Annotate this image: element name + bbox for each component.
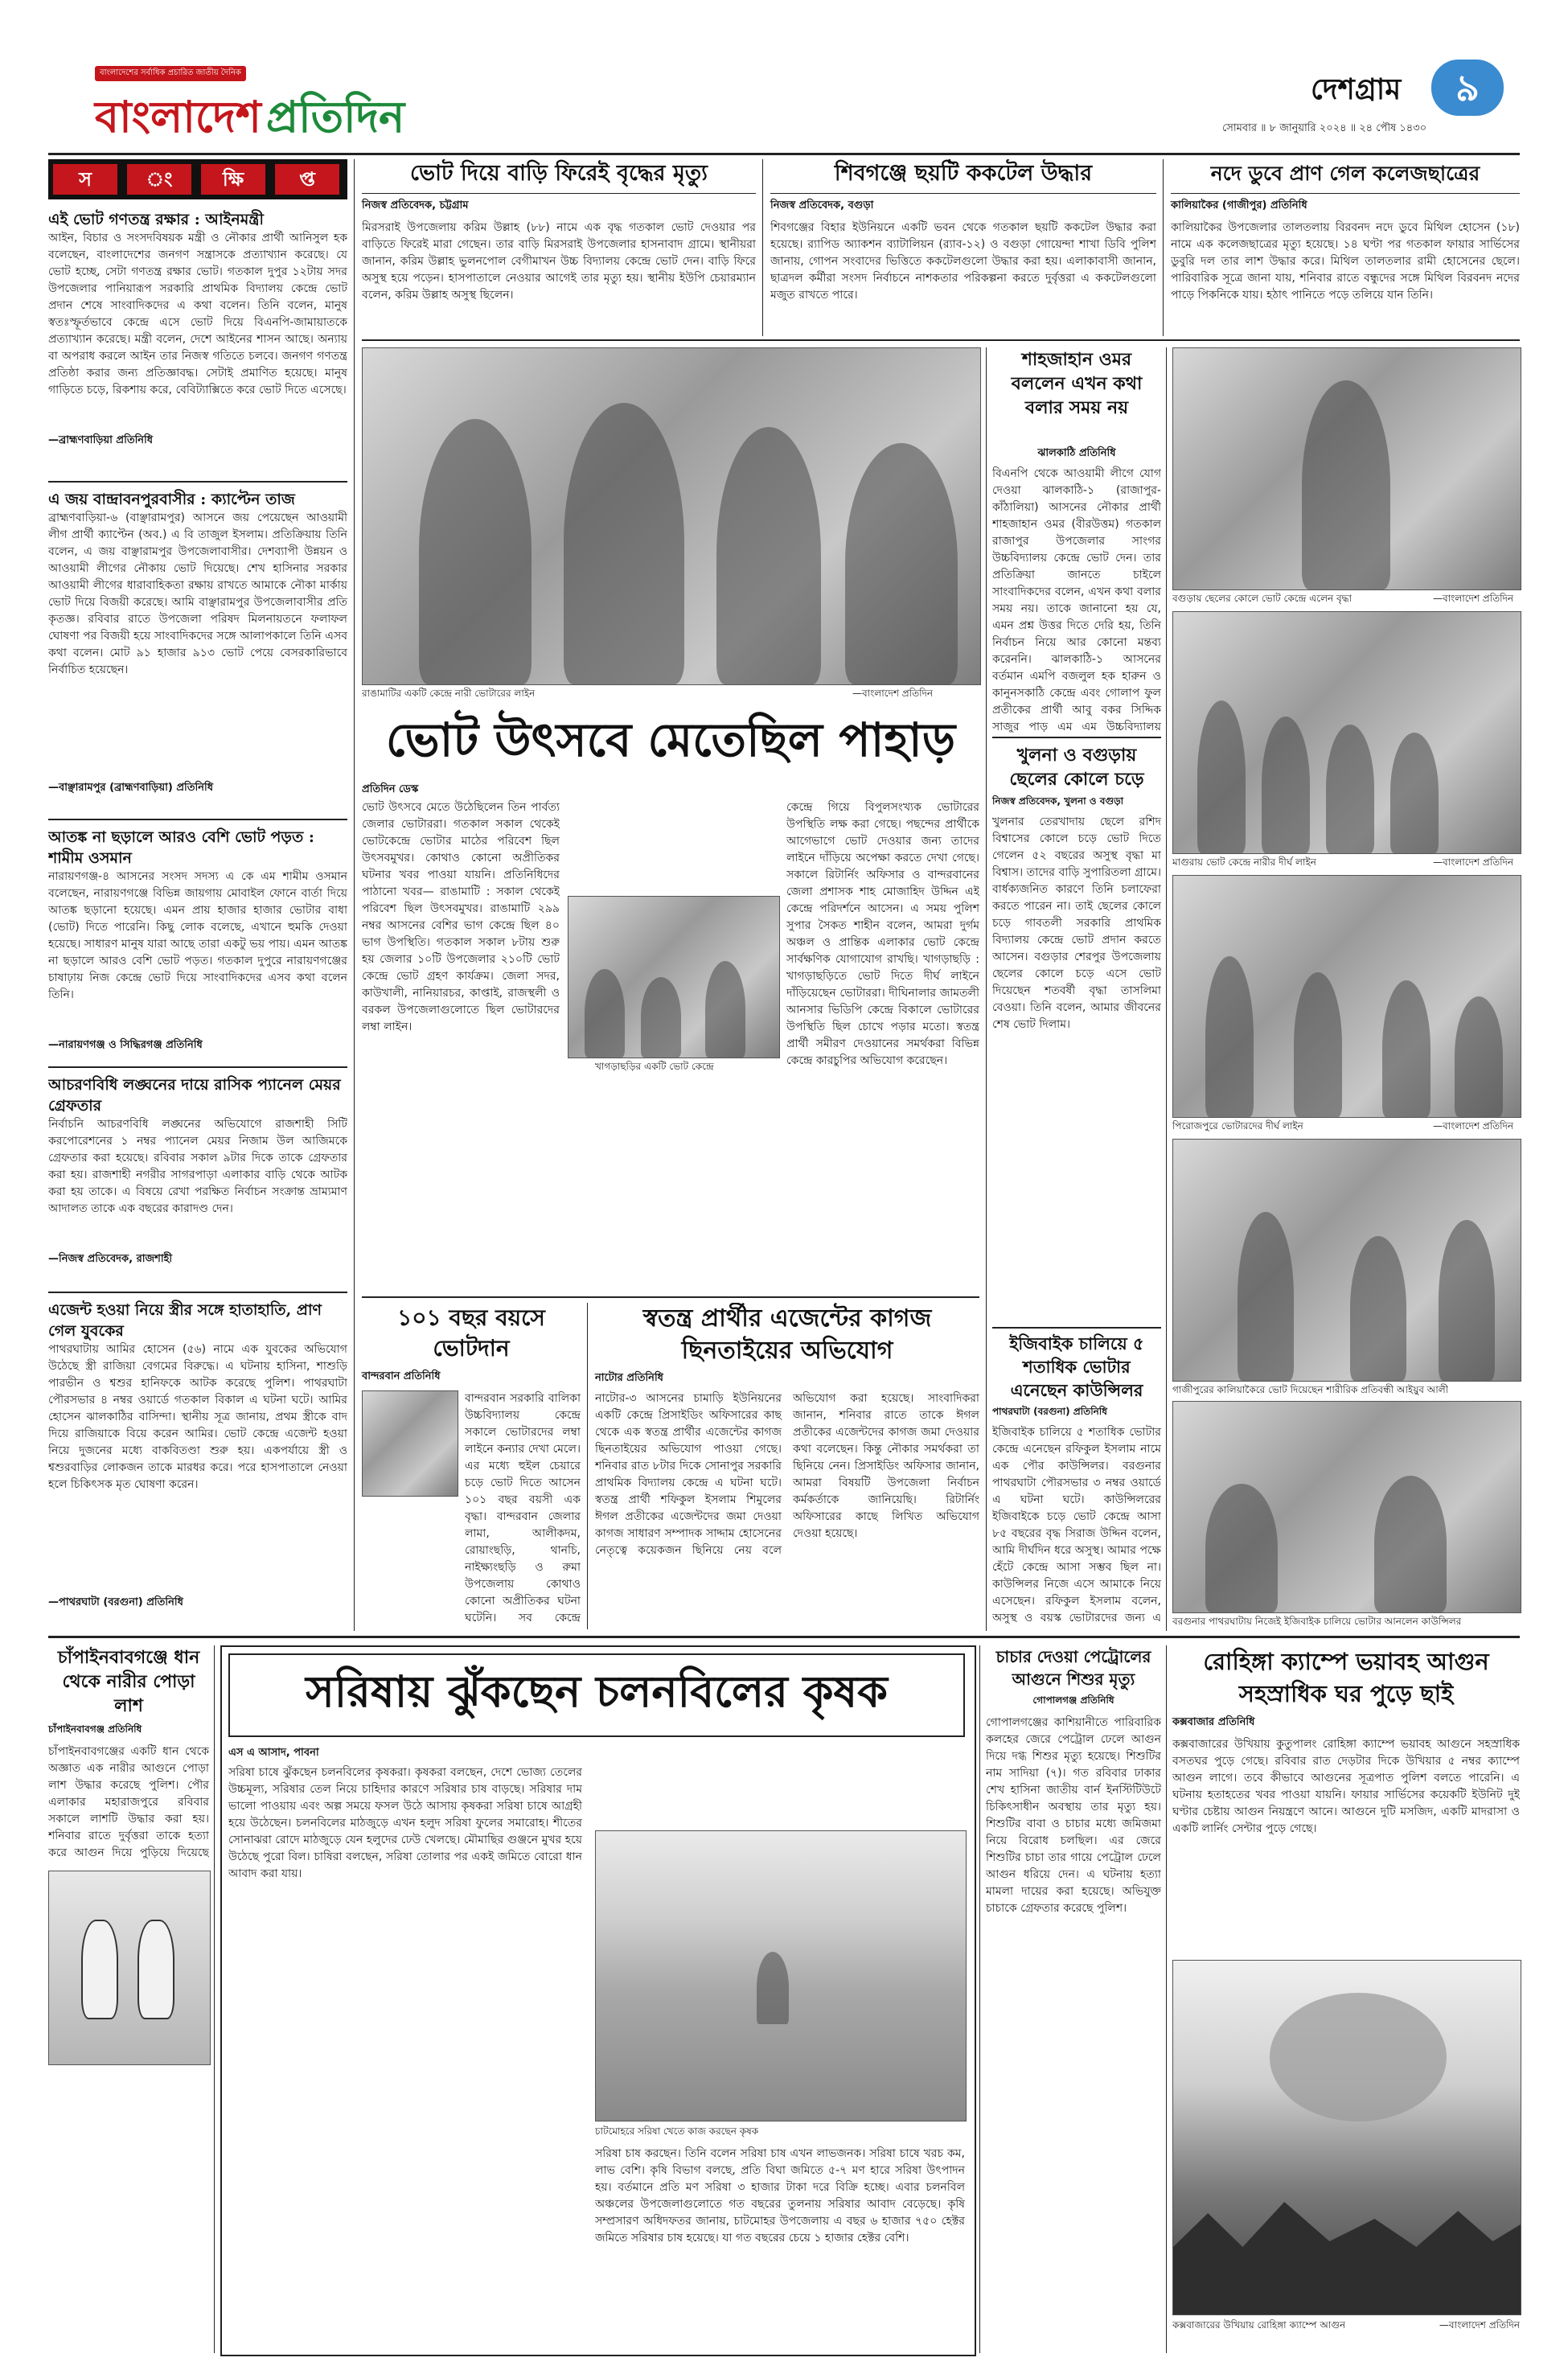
body-text: খুলনার তেরখাদায় ছেলে রশিদ বিশ্বাসের কোলে চড়ে ভোট দিতে গেলেন ৫২ বছরের অসুস্থ বৃদ্ধা মা বিশ্বাস। তাদের বাড়ি সুপারিতলা গ্রামে। বার্ধক্যজনিত কারণে তিনি চলাফেরা করতে পারেন না। তাই ছেলের কোলে চড়ে গাবতলী সরকারি প্রাথমিক বিদ্যালয় কেন্দ্রে ভোট প্রদান করতে আসেন। বগুড়ার শেরপুর উপজেলায় ছেলের কোলে চড়ে এসে ভোট দিয়েছেন শতবর্ষী বৃদ্ধা তাসলিমা বেওয়া। তিনি বলেন, আমার জীবনের শেষ ভোট দিলাম। (992, 815, 1161, 1031)
column-rule (354, 159, 355, 1631)
photo-figure (1350, 1236, 1406, 1381)
column-rule (1166, 1645, 1167, 2353)
masthead-tagline: বাংলাদেশের সর্বাধিক প্রচারিত জাতীয় দৈনিক (95, 66, 246, 81)
brief-item (48, 209, 347, 474)
brief-item-title: এজেন্ট হওয়া নিয়ে স্ত্রীর সঙ্গে হাতাহাতি, প্রাণ গেল যুবকের (48, 1301, 322, 1340)
hill-body-col2: কেন্দ্রে গিয়ে বিপুলসংখ্যক ভোটারের উপস্থিতি লক্ষ করা গেছে। পছন্দের প্রার্থীকে আগেভাগে ভোট দেওয়ার জন্য তাদের লাইনে দাঁড়িয়ে অপেক্ষা করতে দেখা গেছে। সকালে রিটার্নিং অফিসার ও বান্দরবানের জেলা প্রশাসক শাহ মোজাহিদ উদ্দিন এই কেন্দ্রে পরিদর্শনে আসেন। এ সময় পুলিশ সুপার সৈকত শাহীন বলেন, আমরা দুর্গম অঞ্চল ও প্রান্তিক এলাকার ভোট কেন্দ্রে সার্বক্ষণিক যোগাযোগ রাখছি। খাগড়াছড়ি : খাগড়াছড়িতে ভোট দিতে দীর্ঘ লাইনে দাঁড়িয়েছেন ভোটাররা। দীঘিনালার জামতলী আনসার ভিডিপি কেন্দ্রে বিকালে ভোটারের উপস্থিতি ছিল চোখে পড়ার মতো। স্বতন্ত্র প্রার্থী সমীরণ দেওয়ানের সমর্থকরা বিভিন্ন কেন্দ্রে কারচুপির অভিযোগ করেছেন। (786, 801, 979, 1067)
hill-headline: ভোট উৎসবে মেতেছিল পাহাড় (385, 713, 956, 767)
brief-item-sign: —পাথরঘাটা (বরগুনা) প্রতিনিধি (48, 1596, 183, 1608)
photo-figure (705, 961, 745, 1058)
photo-figure (1382, 980, 1430, 1117)
issue-date: সোমবার ॥ ৮ জানুয়ারি ২০২৪ ॥ ২৪ পৌষ ১৪৩০ (1222, 122, 1427, 134)
body-text: মিরসরাই উপজেলায় করিম উল্লাহ (৮৮) নামে এক বৃদ্ধ গতকাল ভোট দেওয়ার পর বাড়িতে ফিরেই মারা গেছেন। তার বাড়ি মিরসরাই উপজেলার হাসনাবাদ গ্রামে। স্থানীয়রা জানান, করিম উল্লাহ ভুলনপোল বেগীমাখন উচ্চ বিদ্যালয় কেন্দ্রে ভোট দেন। বাড়ি ফিরে অসুস্থ হয়ে পড়েন। হাসপাতালে নেওয়ার আগেই তার মৃত্যু হয়। স্থানীয় ইউপি চেয়ারম্যান বলেন, করিম উল্লাহ অসুস্থ ছিলেন। (362, 221, 756, 302)
photo-figure (419, 419, 532, 684)
section-rule (992, 737, 1161, 738)
story-cocktail (770, 159, 1156, 336)
byline: কালিয়াকৈর (গাজীপুর) প্রতিনিধি (1171, 199, 1307, 212)
story-petrol (986, 1645, 1161, 2353)
headline-rule (1171, 193, 1520, 194)
byline: নাটোর প্রতিনিধি (595, 1372, 663, 1384)
photo-figure (716, 427, 821, 684)
photo-figure (1439, 1220, 1495, 1381)
byline: নিজস্ব প্রতিবেদক, চট্টগ্রাম (362, 199, 469, 212)
byline: পাথরঘাটা (বরগুনা) প্রতিনিধি (992, 1406, 1107, 1417)
rohingya-fire-photo (1172, 1960, 1521, 2315)
logo-text-bangladesh: বাংলাদেশ (95, 91, 261, 142)
column-rule (986, 347, 987, 1631)
story-chapai (48, 1645, 209, 2353)
body-text: চাঁপাইনবাবগঞ্জের একটি ধান থেকে অজ্ঞাত এক নারীর আগুনে পোড়া লাশ উদ্ধার করেছে পুলিশ। পৌর এলাকার মহারাজপুরে রবিবার সকালে লাশটি উদ্ধার করা হয়। শনিবার রাতে দুর্বৃত্তরা তাকে হত্যা করে আগুন দিয়ে পুড়িয়ে দিয়েছে (48, 1745, 209, 1859)
brief-item-title: আচরণবিধি লঙ্ঘনের দায়ে রাসিক প্যানেল মেয়র গ্রেফতার (48, 1076, 341, 1115)
photo-figure (1294, 972, 1342, 1117)
hill-byline: প্রতিদিন ডেস্ক (362, 783, 419, 795)
photo-figure (1374, 1476, 1447, 1612)
brief-item-body: নারায়ণগঞ্জ-৪ আসনের সংসদ সদস্য এ কে এম শামীম ওসমান বলেছেন, নারায়ণগঞ্জে বিভিন্ন জায়গায় মোবাইল ফোনে বার্তা দিয়ে আতঙ্ক ছড়ানো হয়েছে। এমন প্রায় হাজার হাজার ভোটার বাধা (ভোট) দিতে পারেনি। কিছু লোক বলেছে, এখানে হুমকি দেওয়া হয়েছে। সাধারণ মানুষ যারা আছে তারা একটু ভয় পায়। এমন আতঙ্ক না ছড়ালে আরও বেশি ভোট পড়ত। গতকাল দুপুরে নারায়ণগঞ্জের চাষাঢ়ায় নিজ কেন্দ্রে ভোট দিয়ে সাংবাদিকদের এসব কথা বলেন তিনি। (48, 870, 347, 1001)
brief-label-box-2: ং (127, 164, 191, 195)
brief-column (48, 159, 347, 1631)
column-rule (979, 1645, 980, 2353)
headline: সরিষায় ঝুঁকছেন চলনবিলের কৃষক (228, 1653, 965, 1737)
headline: চাঁপাইনবাবগঞ্জে ধান থেকে নারীর পোড়া লাশ (57, 1647, 200, 1716)
brief-label-box-3: ক্ষি (201, 164, 265, 195)
brief-item (48, 827, 347, 1060)
body-text: শিবগঞ্জের বিহার ইউনিয়নে একটি ভবন থেকে গতকাল ছয়টি ককটেল উদ্ধার করা হয়েছে। র‌্যাপিড অ্যাকশন ব্যাটালিয়ন (র‌্যাব-১২) ও বগুড়া গোয়েন্দা শাখা ডিবি পুলিশ জানায়, গোপন সংবাদের ভিত্তিতে ককটেলগুলো উদ্ধার করা হয়। এলাকাবাসী জানান, ছাত্রদল কর্মীরা সংসদ নির্বাচনে নাশকতার পরিকল্পনা করতে দুর্বৃত্তরা এ ককটেলগুলো মজুত রাখতে পারে। (770, 221, 1156, 302)
photo-figure (1238, 1212, 1294, 1381)
story-ezibike (992, 1332, 1161, 1629)
headline-rule (770, 193, 1156, 194)
page-number: ৯ (1455, 66, 1480, 109)
body-text: গোপালগঞ্জের কাশিয়ানীতে পারিবারিক কলহের জেরে পেট্রোল ঢেলে আগুন দিয়ে দগ্ধ শিশুর মৃত্যু হয়েছে। শিশুটির নাম সাদিয়া (৭)। গত রবিবার ঢাকার শেখ হাসিনা জাতীয় বার্ন ইনস্টিটিউটে চিকিৎসাধীন অবস্থায় তার মৃত্যু হয়। শিশুটির বাবা ও চাচার মধ্যে জমিজমা নিয়ে বিরোধ চলছিল। এর জেরে শিশুটির চাচা তার গায়ে পেট্রোল ঢেলে আগুন ধরিয়ে দেন। এ ঘটনায় হত্যা মামলা দায়ের করা হয়েছে। অভিযুক্ত চাচাকে গ্রেফতার করেছে পুলিশ। (986, 1716, 1161, 1915)
brief-item-sign: —নারায়ণগঞ্জ ও সিদ্ধিরগঞ্জ প্রতিনিধি (48, 1039, 203, 1051)
column-rule (762, 159, 763, 336)
body-text: নাটোর-৩ আসনের চামাড়ি ইউনিয়নের একটি কেন্দ্রে প্রিসাইডিং অফিসারের কাছ থেকে এক স্বতন্ত্র প্রার্থীর এজেন্টের কাগজ ছিনতাইয়ের অভিযোগ পাওয়া গেছে। শনিবার রাত ৮টার দিকে সোনাপুর সরকারি প্রাথমিক বিদ্যালয় কেন্দ্রে এ ঘটনা ঘটে। স্বতন্ত্র প্রার্থী শফিকুল ইসলাম শিমুলের ঈগল প্রতীকের এজেন্টদের জমা দেওয়া কাগজ সাধারণ সম্পাদক সাদ্দাম হোসেনের নেতৃত্বে কয়েকজন ছিনিয়ে নেয় বলে অভিযোগ করা হয়েছে। সাংবাদিকরা জানান, শনিবার রাতে তাকে ঈগল প্রতীকের এজেন্টদের কাগজ জমা দেওয়ার কথা বলেছেন। কিন্তু নৌকার সমর্থকরা তা ছিনিয়ে নেন। প্রিসাইডিং অফিসার জানান, আমরা বিষয়টি উপজেলা নির্বাচন কর্মকর্তাকে জানিয়েছি। রিটার্নিং অফিসারের কাছে লিখিত অভিযোগ দেওয়া হয়েছে। (595, 1392, 979, 1557)
section-name: দেশগ্রাম (1311, 72, 1402, 106)
brief-item-title: আতঙ্ক না ছড়ালে আরও বেশি ভোট পড়ত : শামীম ওসমান (48, 828, 314, 867)
khagrachari-queue-caption: খাগড়াছড়ির একটি ভোট কেন্দ্রে (595, 1061, 714, 1072)
brief-item-sign: —নিজস্ব প্রতিবেদক, রাজশাহী (48, 1253, 173, 1265)
photo-figure (845, 443, 958, 684)
brief-item-body: ব্রাহ্মণবাড়িয়া-৬ (বাঞ্ছারামপুর) আসনে জয় পেয়েছেন আওয়ামী লীগ প্রার্থী ক্যাপ্টেন (অব.) এ বি তাজুল ইসলাম। প্রতিক্রিয়ায় তিনি বলেন, এ জয় বাঞ্ছারামপুর উপজেলাবাসীর। দেশব্যাপী উন্নয়ন ও আওয়ামী লীগের নৌকায় ভোট দিয়েছে। শেখ হাসিনার সরকার আওয়ামী লীগের ধারাবাহিকতা রক্ষায় রাখতে আমাকে নৌকা মার্কায় ভোট দিয়ে বিজয়ী করেছে। আমি বাঞ্ছারামপুর উপজেলাবাসীর প্রতি কৃতজ্ঞ। রবিবার রাতে উপজেলা পরিষদ মিলনায়তনে ফলাফল ঘোষণা পর বিজয়ী হয়ে সাংবাদিকদের সঙ্গে আলাপকালে তিনি এসব কথা বলেন। মোট ৯১ হাজার ৯১৩ ভোট পেয়ে বেসরকারিভাবে নির্বাচিত হয়েছেন। (48, 511, 347, 676)
brief-item-title: এ জয় বান্দ্রাবনপুরবাসীর : ক্যাপ্টেন তাজ (48, 491, 295, 508)
headline: স্বতন্ত্র প্রার্থীর এজেন্টের কাগজ ছিনতাইয়ের অভিযোগ (642, 1304, 932, 1365)
byline: এস এ আসাদ, পাবনা (228, 1747, 319, 1759)
main-photo-credit: —বাংলাদেশ প্রতিদিন (852, 688, 934, 699)
headline: রোহিঙ্গা ক্যাম্পে ভয়াবহ আগুন সহস্রাধিক ঘর পুড়ে ছাই (1203, 1648, 1489, 1707)
story-khulna (992, 743, 1161, 1322)
photo-caption: মাগুরায় ভোট কেন্দ্রে নারীর দীর্ঘ লাইন (1172, 856, 1316, 868)
feet-shape (138, 1920, 174, 2019)
photo-magura-line (1172, 611, 1521, 854)
shack-shape (1173, 2202, 1521, 2314)
photo-figure (641, 977, 681, 1058)
body-text-continued (48, 2072, 209, 2353)
brief-item (48, 1300, 347, 1621)
brief-divider (48, 1066, 347, 1068)
photo-credit: —বাংলাদেশ প্রতিদিন (1433, 1120, 1514, 1132)
byline: বান্দরবান প্রতিনিধি (362, 1370, 441, 1382)
photo-figure (1262, 717, 1310, 853)
byline: ঝালকাঠি প্রতিনিধি (1037, 447, 1116, 459)
story-agent-paper (595, 1303, 979, 1629)
headline: শিবগঞ্জে ছয়টি ককটেল উদ্ধার (834, 161, 1093, 186)
headline: ভোট দিয়ে বাড়ি ফিরেই বৃদ্ধের মৃত্যু (410, 161, 708, 186)
photo-figure (1197, 700, 1246, 853)
brief-item (48, 1074, 347, 1285)
photo-figure (1302, 380, 1390, 589)
rohingya-photo-caption: কক্সবাজারের উখিয়ায় রোহিঙ্গা ক্যাম্পে আগুন (1172, 2319, 1346, 2331)
photo-figure (564, 403, 684, 684)
byline: কক্সবাজার প্রতিনিধি (1172, 1716, 1255, 1728)
body-text: বান্দরবান সরকারি বালিকা উচ্চবিদ্যালয় কেন্দ্রে সকালে ভোটারদের লম্বা লাইনে কন্যার দেখা মেলে। এর মধ্যে হুইল চেয়ারে চড়ে ভোট দিতে আসেন ১০১ বছর বয়সী এক বৃদ্ধা। বান্দরবান জেলার লামা, আলীকদম, রোয়াংছড়ি, থানচি, নাইক্ষ্যংছড়ি ও রুমা উপজেলায় কোথাও কোনো অপ্রীতিকর ঘটনা ঘটেনি। সব কেন্দ্রে (465, 1392, 581, 1624)
headline: শাহজাহান ওমর বললেন এখন কথা বলার সময় নয় (1011, 349, 1143, 418)
column-rule (587, 1303, 588, 1629)
headline: ইজিবাইক চালিয়ে ৫ শতাধিক ভোটার এনেছেন কাউন্সিলর (1009, 1333, 1144, 1400)
column-rule (1163, 159, 1164, 336)
smoke-shape (1270, 1993, 1447, 2121)
photo-credit: —বাংলাদেশ প্রতিদিন (1433, 593, 1514, 604)
byline: নিজস্ব প্রতিবেদক, খুলনা ও বগুড়া (992, 795, 1124, 807)
photo-figure (1326, 725, 1374, 853)
byline: গোপালগঞ্জ প্রতিনিধি (1032, 1694, 1114, 1706)
photo-barguna-ezibike (1172, 1401, 1521, 1613)
brief-divider (48, 819, 347, 820)
section-rule (48, 1636, 1520, 1638)
brief-item (48, 489, 347, 811)
body-text: সরিষা চাষে ঝুঁকছেন চলনবিলের কৃষকরা। কৃষকরা বলছেন, দেশে ভোজ্য তেলের উচ্চমূল্য, সরিষার তেল নিয়ে চাহিদার কারণে সরিষার চাষ বাড়ছে। সরিষার দাম ভালো পাওয়ায় এবং অল্প সময়ে ফসল উঠে আসায় কৃষকরা সরিষা চাষে আগ্রহী হয়ে উঠেছেন। চলনবিলের মাঠজুড়ে এখন হলুদ সরিষা ফুলের সমারোহ। শীতের সোনাঝরা রোদে মাঠজুড়ে যেন হলুদের ঢেউ খেলছে। মৌমাছির গুঞ্জনে মুখর হয়ে উঠেছে পুরো বিল। চাষিরা বলছেন, সরিষা তোলার পর একই জমিতে বোরো ধান আবাদ করা যায়। (228, 1766, 582, 1880)
byline: নিজস্ব প্রতিবেদক, বগুড়া (770, 199, 874, 212)
hill-body-col1: ভোট উৎসবে মেতে উঠেছিলেন তিন পার্বত্য জেলার ভোটাররা। গতকাল সকাল থেকেই ভোটকেন্দ্রে ভোটার মাঠের পরিবেশ ছিল উৎসবমুখর। কোথাও কোনো অপ্রীতিকর ঘটনার খবর পাওয়া যায়নি। প্রতিনিধিদের পাঠানো খবর— রাঙামাটি : সকাল থেকেই পরিবেশ ছিল উৎসবমুখর। রাঙামাটি ২৯৯ নম্বর আসনের বেশির ভাগ কেন্দ্রে ছিল ৪০ ভাগ উপস্থিতি। গতকাল সকাল ৮টায় শুরু হয় জেলার ১০টি উপজেলার ২১০টি ভোট কেন্দ্রে ভোট গ্রহণ কার্যক্রম। জেলা সদর, কাউখালী, নানিয়ারচর, কাপ্তাই, রাজস্থলী ও বরকল উপজেলাগুলোতে ছিল ভোটারদের লম্বা লাইন। (362, 801, 560, 1033)
body-text: ইজিবাইক চালিয়ে ৫ শতাধিক ভোটার কেন্দ্রে এনেছেন রফিকুল ইসলাম নামে এক পৌর কাউন্সিলর। বরগুনার পাথরঘাটা পৌরসভার ৩ নম্বর ওয়ার্ডে এ ঘটনা ঘটে। কাউন্সিলরের ইজিবাইকে চড়ে ভোট কেন্দ্রে আসা ৮৫ বছরের বৃদ্ধ সিরাজ উদ্দিন বলেন, আমি দীর্ঘদিন ধরে অসুস্থ। আমার পক্ষে হেঁটে কেন্দ্রে আসা সম্ভব ছিল না। কাউন্সিলর নিজে এসে আমাকে নিয়ে এসেছেন। রফিকুল ইসলাম বলেন, অসুস্থ ও বয়স্ক ভোটারদের জন্য এ (992, 1426, 1161, 1624)
photo-figure (1205, 956, 1254, 1117)
story-drowning (1171, 159, 1520, 336)
brief-label-box-4: প্ত (275, 164, 339, 195)
mustard-field-photo (595, 1830, 967, 2121)
elderly-voter-photo (362, 1390, 458, 1497)
photo-caption: বগুড়ায় ছেলের কোলে ভোট কেন্দ্রে এলেন বৃদ্ধা (1172, 593, 1352, 604)
feet-shape (81, 1920, 118, 2019)
brief-divider (48, 481, 347, 483)
brief-divider (48, 1292, 347, 1293)
byline: চাঁপাইনবাবগঞ্জ প্রতিনিধি (48, 1723, 142, 1735)
burnt-body-illustration (48, 1871, 211, 2065)
brief-item-body: নির্বাচনি আচরণবিধি লঙ্ঘনের অভিযোগে রাজশাহী সিটি করপোরেশনের ১ নম্বর প্যানেল মেয়র নিজাম উল আজিমকে গ্রেফতার করা হয়েছে। রবিবার সকাল ৯টার দিকে তাকে গ্রেফতার করা হয়। রাজশাহী নগরীর সাগরপাড়া এলাকার বাড়ি থেকে আটক করা হয় তাকে। এ বিষয়ে রেখা পরক্ষিত নির্বাচন সংক্রান্ত ভ্রাম্যমাণ আদালত তাকে এক বছরের কারাদণ্ড দেন। (48, 1118, 347, 1215)
brief-item-body: পাথরঘাটায় আমির হোসেন (৫৬) নামে এক যুবকের অভিযোগ উঠেছে স্ত্রী রাজিয়া বেগমের বিরুদ্ধে। এ ঘটনায় হাসিনা, শাশুড়ি পারভীন ও শ্বশুর হানিফকে আটক করেছে পুলিশ। পাথরঘাটা পৌরসভার ৪ নম্বর ওয়ার্ডে গতকাল বিকাল এ ঘটনা ঘটে। আমির হোসেন ঝালকাঠির বাসিন্দা। স্থানীয় সূত্র জানায়, প্রথম স্ত্রীকে বাদ দিয়ে রাজিয়াকে বিয়ে করেন আমির। ভোট কেন্দ্রে এজেন্ট হওয়া নিয়ে দুজনের মধ্যে বাকবিতণ্ডা শুরু হয়। একপর্যায়ে স্ত্রী ও শ্বশুরবাড়ির লোকজন তাকে মারধর করে। পরে হাসপাতালে নেওয়া হলে চিকিৎসক মৃত ঘোষণা করেন। (48, 1343, 347, 1491)
photo-bogura-son (1172, 347, 1521, 590)
story-101-voter (362, 1303, 581, 1629)
body-text: কক্সবাজারের উখিয়ায় কুতুপালং রোহিঙ্গা ক্যাম্পে ভয়াবহ আগুনে সহস্রাধিক বসতঘর পুড়ে গেছে। রবিবার রাত দেড়টার দিকে উখিয়ার ৫ নম্বর ক্যাম্পে আগুন লাগে। তবে কীভাবে আগুনের সূত্রপাত পুলিশ বলতে পারেনি। এ ঘটনায় হতাহতের খবর পাওয়া যায়নি। ফায়ার সার্ভিসের কয়েকটি ইউনিট দুই ঘণ্টার চেষ্টায় আগুন নিয়ন্ত্রণে আনে। আগুনে দুটি মসজিদ, একটি মাদরাসা ও একটি লার্নিং সেন্টার পুড়ে গেছে। (1172, 1738, 1520, 1835)
brief-label-box-1: স (53, 164, 117, 195)
masthead-logo (95, 84, 404, 156)
photo-caption: গাজীপুরের কালিয়াকৈরে ভোট দিয়েছেন শারীরিক প্রতিবন্ধী আইয়ুব আলী (1172, 1384, 1449, 1395)
photo-figure (1390, 733, 1439, 853)
khagrachari-queue-photo (568, 896, 780, 1058)
brief-item-sign: —বাঞ্ছারামপুর (ব্রাহ্মণবাড়িয়া) প্রতিনিধি (48, 782, 214, 794)
brief-item-body: আইন, বিচার ও সংসদবিষয়ক মন্ত্রী ও নৌকার প্রার্থী আনিসুল হক বলেছেন, বাংলাদেশের জনগণ সন্ত্রাসকে প্রত্যাখ্যান করেছে। যে ভোট হচ্ছে, সেটা গণতন্ত্র রক্ষার ভোট। গতকাল দুপুর ১২টায় সদর উপজেলার পানিয়ারূপ সরকারি প্রাথমিক বিদ্যালয় কেন্দ্রে ভোট প্রদান শেষে সাংবাদিকদের এ কথা বলেন। তিনি বলেন, মানুষ স্বতঃস্ফূর্তভাবে কেন্দ্রে এসে ভোট দিয়ে বিএনপি-জামায়াতকে প্রত্যাখ্যান করেছে। মন্ত্রী বলেন, দেশে আইনের শাসন আছে। অন্যায় বা অপরাধ করলে আইন তার নিজস্ব গতিতে চলবে। জনগণ গণতন্ত্র প্রতিষ্ঠা করার জন্য প্রতিজ্ঞাবদ্ধ। সেটাই প্রমাণিত হয়েছে। মানুষ গাড়িতে চড়ে, রিকশায় করে, বেবিট্যাক্সিতে করে ভোট দিতে এসেছে। (48, 232, 347, 396)
brief-item-title: এই ভোট গণতন্ত্র রক্ষার : আইনমন্ত্রী (48, 211, 264, 228)
masthead-rule (48, 153, 1520, 155)
rohingya-photo-credit: —বাংলাদেশ প্রতিদিন (1439, 2319, 1520, 2331)
photo-figure (585, 969, 625, 1058)
column-rule (214, 1645, 215, 2353)
headline-rule (362, 193, 756, 194)
body-text: কালিয়াকৈর উপজেলার তালতলায় বিরবনদ নদে ডুবে মিথিল হোসেন (১৮) নামে এক কলেজছাত্রের মৃত্যু হয়েছে। ১৪ ঘণ্টা পর গতকাল ফায়ার সার্ভিসের ডুবুরি দল তার লাশ উদ্ধার করে। মিথিল তালতলার রামী হোসেনের ছেলে। পারিবারিক সূত্রে জানা যায়, শনিবার রাতে বন্ধুদের সঙ্গে মিথিল বিরবনদ নদের পাড়ে পিকনিকে যায়। হঠাৎ পানিতে পড়ে তলিয়ে যান তিনি। (1171, 221, 1520, 302)
headline: চাচার দেওয়া পেট্রোলের আগুনে শিশুর মৃত্যু (995, 1647, 1151, 1689)
photo-credit: —বাংলাদেশ প্রতিদিন (1433, 856, 1514, 868)
headline: ১০১ বছর বয়সে ভোটদান (397, 1304, 545, 1362)
story-rohingya (1172, 1645, 1520, 2353)
story-mustard (228, 1653, 965, 2345)
photo-pirojpur-line (1172, 875, 1521, 1118)
photo-caption: পিরোজপুরে ভোটারদের দীর্ঘ লাইন (1172, 1120, 1303, 1132)
body-text: বিএনপি থেকে আওয়ামী লীগে যোগ দেওয়া ঝালকাঠি-১ (রাজাপুর-কাঁঠালিয়া) আসনের নৌকার প্রার্থী শাহজাহান ওমর (বীরউত্তম) গতকাল রাজাপুর উপজেলার সাংগর উচ্চবিদ্যালয় কেন্দ্রে ভোট দেন। তার প্রতিক্রিয়া জানতে চাইলে সাংবাদিকদের বলেন, এখন কথা বলার সময় নয়। তাকে জানানো হয় যে, এমন প্রশ্ন উত্তর দিতে দেরি হয়, তিনি নির্বাচন নিয়ে আর কোনো মন্তব্য করেননি। ঝালকাঠি-১ আসনের বর্তমান এমপি বজলুল হক হারুন ও কানুনসকাঠি কেন্দ্রে এবং গোলাপ ফুল প্রতীকের প্রার্থী আবু বকর সিদ্দিক সাজুর পাড় এম এম উচ্চবিদ্যালয় (992, 467, 1161, 733)
main-photo-women-voters (362, 347, 981, 685)
headline: খুলনা ও বগুড়ায় ছেলের কোলে চড়ে (1009, 745, 1144, 790)
photo-figure (1455, 996, 1503, 1117)
photo-gazipur-disabled (1172, 1139, 1521, 1382)
section-rule (362, 1296, 979, 1298)
story-voter-death (362, 159, 756, 336)
section-rule (992, 1327, 1161, 1329)
section-rule (362, 339, 1520, 341)
story-shahjahan (992, 347, 1161, 733)
mustard-photo-caption: চাটমোহরে সরিষা খেতে কাজ করছেন কৃষক (595, 2126, 759, 2137)
photo-caption: বরগুনার পাথরঘাটায় নিজেই ইজিবাইক চালিয়ে ভোটার আনলেন কাউন্সিলর (1172, 1616, 1462, 1627)
photo-figure (757, 1952, 789, 2024)
headline: নদে ডুবে প্রাণ গেল কলেজছাত্রের (1210, 162, 1480, 185)
body-text-col2: সরিষা চাষ করছেন। তিনি বলেন সরিষা চাষ এখন লাভজনক। সরিষা চাষে খরচ কম, লাভ বেশি। কৃষি বিভাগ বলছে, প্রতি বিঘা জমিতে ৫-৭ মণ হারে সরিষা উৎপাদন হয়। বর্তমানে প্রতি মণ সরিষা ৩ হাজার টাকা দরে বিক্রি হচ্ছে। এবার চলনবিল অঞ্চলের উপজেলাগুলোতে গত বছরের তুলনায় সরিষার আবাদ বেড়েছে। কৃষি সম্প্রসারণ অধিদফতর জানায়, চাটমোহর উপজেলায় এ বছর ৬ হাজার ৭৫০ হেক্টর জমিতে সরিষার চাষ হয়েছে। যা গত বছরের চেয়ে ১ হাজার হেক্টর বেশি। (595, 2147, 965, 2245)
brief-item-sign: —ব্রাহ্মণবাড়িয়া প্রতিনিধি (48, 434, 154, 446)
masthead (48, 53, 1520, 150)
main-photo-caption: রাঙামাটির একটি কেন্দ্রে নারী ভোটারের লাইন (362, 688, 536, 699)
photo-figure (1205, 1484, 1278, 1612)
column-rule (1166, 347, 1167, 1631)
logo-text-pratidin: প্রতিদিন (265, 91, 405, 142)
